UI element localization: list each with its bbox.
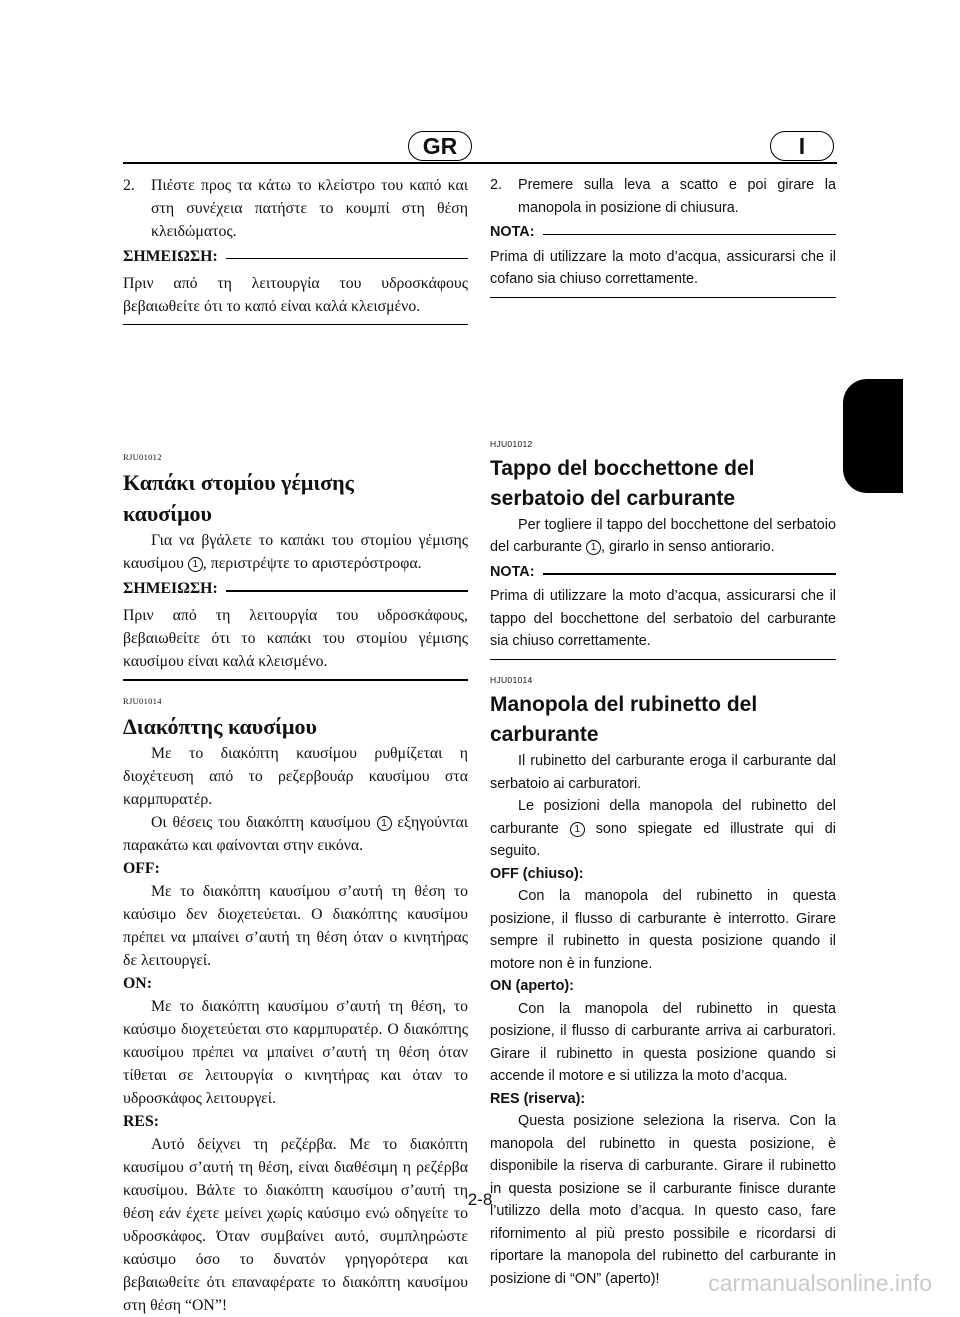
it-note-2-heading xyxy=(490,561,836,584)
gr-note-1-heading xyxy=(123,245,468,268)
it-section-1-code: HJU01012 xyxy=(490,438,533,449)
it-section-2-para-1: Il rubinetto del carburante eroga il carburante dal serbatoio ai carburatori. xyxy=(490,753,836,792)
gr-section-1-code: RJU01012 xyxy=(123,452,162,463)
gr-step-2 xyxy=(123,174,468,243)
gr-note-2-heading xyxy=(123,577,468,600)
gr-step-text: Πιέστε προς τα κάτω το κλείστρο του καπό και στη συνέχεια πατήστε το κουμπί στη θέση κλειδώματος. xyxy=(151,177,468,240)
gr-res-text: Αυτό δείχνει τη ρεζέρβα. Με το διακόπτη καυσίμου σ’αυτή τη θέση, είναι διαθέσιμη η ρεζέρβα καυσίμου. Βάλτε το διακόπτη καυσίμου σ’αυτή τη θέση εάν έχετε μείνει χωρίς καύσιμο ενώ οδηγείτε το υδροσκάφος. Όταν συμβαίνει αυτό, συμπληρώστε καύσιμο όσο το δυνατόν γρηγορότερα και βεβαιωθείτε ότι επαναφέρατε το διακόπτη καυσίμου στη θέση “ON”! xyxy=(123,1135,468,1314)
gr-section-2-title: Διακόπτης καυσίμου xyxy=(123,713,317,739)
it-section-1-body-b: , girarlo in senso antiorario. xyxy=(601,539,775,556)
gr-step-number: 2. xyxy=(123,177,135,194)
gr-note-1-text: Πριν από τη λειτουργία του υδροσκάφους βεβαιωθείτε ότι το καπό είναι καλά κλεισμένο. xyxy=(123,275,468,315)
chapter-thumb-tab xyxy=(843,379,903,493)
gr-note-2-text: Πριν από τη λειτουργία του υδροσκάφους, βεβαιωθείτε ότι το καπάκι του στομίου γέμισης καυσίμου είναι καλά κλεισμένο. xyxy=(123,607,468,671)
it-section-1-body-a: Per togliere il tappo del bocchettone del serbatoio del carburante xyxy=(490,516,836,556)
it-note-1-text: Prima di utilizzare la moto d’acqua, assicurarsi che il cofano sia chiuso correttamente. xyxy=(490,248,836,287)
italian-column xyxy=(490,174,836,1290)
gr-section-2-para-2-b: εξηγούνται παρακάτω και φαίνονται στην εικόνα. xyxy=(123,813,469,854)
gr-section-1-body-a: Για να βγάλετε το καπάκι του στομίου γέμισης καυσίμου xyxy=(123,532,468,573)
it-note-2-rule xyxy=(543,573,837,574)
gr-section-1-title-line-2: καυσίμου xyxy=(123,501,212,527)
it-section-1-body xyxy=(490,514,836,559)
gr-on-label: ON: xyxy=(123,974,152,992)
it-res-label: RES (riserva): xyxy=(490,1090,586,1107)
gr-note-1-label: ΣΗΜΕΙΩΣΗ: xyxy=(123,248,218,265)
callout-1-icon: 1 xyxy=(188,557,203,572)
it-note-1-rule xyxy=(543,234,837,235)
it-on-text: Con la manopola del rubinetto in questa posizione, il flusso di carburante arriva ai carburatori. Girare il rubinetto in questa posizione quando si accende il motore e si utilizza la moto d’acqua. xyxy=(490,1000,836,1085)
gr-note-1-rule xyxy=(226,258,468,259)
it-section-2-para-2-b: sono spiegate ed illustrate qui di seguito. xyxy=(490,820,837,860)
it-step-number: 2. xyxy=(490,177,503,193)
it-note-1-heading xyxy=(490,221,836,244)
language-tab-it xyxy=(770,131,834,161)
header-rule xyxy=(123,162,837,164)
language-tab-it-label: I xyxy=(798,132,806,159)
it-section-2-title-line-2: carburante xyxy=(490,723,599,747)
gr-note-2-rule xyxy=(226,590,468,591)
it-note-2-label: NOTA: xyxy=(490,563,535,580)
it-section-1-title-line-1: Tappo del bocchettone del xyxy=(490,456,755,480)
it-section-2-para-2 xyxy=(490,795,836,863)
it-on-label: ON (aperto): xyxy=(490,978,574,995)
gr-section-1-title xyxy=(123,467,468,529)
it-off-text: Con la manopola del rubinetto in questa posizione, il flusso di carburante è interrotto. Girare sempre il rubinetto in questa posizione quando il motore non è in funzione. xyxy=(490,888,836,972)
it-section-1-title-line-2: serbatoio del carburante xyxy=(490,486,736,510)
gr-section-1-body xyxy=(123,529,468,575)
it-section-1-title xyxy=(490,454,836,514)
gr-section-2-code: RJU01014 xyxy=(123,695,162,706)
language-tab-gr-label: GR xyxy=(422,132,458,159)
it-step-2 xyxy=(490,174,836,219)
it-section-2-title xyxy=(490,690,836,750)
callout-1-icon: 1 xyxy=(377,816,392,831)
watermark: carmanualsonline.info xyxy=(708,1270,932,1296)
it-step-text: Premere sulla leva a scatto e poi girare la manopola in posizione di chiusura. xyxy=(518,177,836,216)
it-section-2-code: HJU01014 xyxy=(490,675,533,686)
it-off-label: OFF (chiuso): xyxy=(490,865,584,882)
gr-section-2-para-2-a: Οι θέσεις του διακόπτη καυσίμου xyxy=(151,813,371,831)
gr-section-1-body-b: , περιστρέψτε το αριστερόστροφα. xyxy=(202,555,422,573)
it-note-1-label: NOTA: xyxy=(490,224,535,240)
gr-res-label: RES: xyxy=(123,1112,159,1130)
gr-off-label: OFF: xyxy=(123,859,160,877)
it-note-2-text: Prima di utilizzare la moto d’acqua, assicurarsi che il tappo del bocchettone del serbatoio del carburante sia chiuso correttamente. xyxy=(490,588,836,650)
it-section-2-title-line-1: Manopola del rubinetto del xyxy=(490,693,758,717)
it-res-text: Questa posizione seleziona la riserva. Con la manopola del rubinetto in questa posizione, è disponibile la riserva di carburante. Girare il rubinetto in questa posizione se il carburante finisce durante l’utilizzo della moto d’acqua. In questo caso, fare rifornimento al più presto possibile e ricordarsi di riportare la manopola del rubinetto del carburante in posizione di “ON” (aperto)! xyxy=(490,1113,836,1287)
gr-on-text: Με το διακόπτη καυσίμου σ’αυτή τη θέση, το καύσιμο διοχετεύεται στο καρμπυρατέρ. Ο διακόπτης καυσίμου πρέπει να μπαίνει σ’αυτή τη θέση όταν τίθεται σε λειτουργία ο κινητήρας και όταν το υδροσκάφος λειτουργεί. xyxy=(123,997,468,1107)
gr-section-2-para-1: Με το διακόπτη καυσίμου ρυθμίζεται η διοχέτευση από το ρεζερβουάρ καυσίμου στα καρμπυρατέρ. xyxy=(123,744,468,808)
gr-section-1-title-line-1: Καπάκι στομίου γέμισης xyxy=(123,470,354,496)
page-number: 2-8 xyxy=(467,1190,493,1209)
callout-1-icon: 1 xyxy=(586,540,601,555)
gr-off-text: Με το διακόπτη καυσίμου σ’αυτή τη θέση το καύσιμο δεν διοχετεύεται. Ο διακόπτης καυσίμου πρέπει να μπαίνει σ’αυτή τη θέση όταν ο κινητήρας δε λειτουργεί. xyxy=(123,882,468,969)
greek-column xyxy=(123,174,468,1317)
it-section-2-para-2-a: Le posizioni della manopola del rubinetto del carburante xyxy=(490,798,836,837)
gr-section-2-para-2 xyxy=(123,811,468,857)
language-tab-gr xyxy=(408,131,472,161)
callout-1-icon: 1 xyxy=(570,822,585,837)
gr-note-2-label: ΣΗΜΕΙΩΣΗ: xyxy=(123,580,218,598)
